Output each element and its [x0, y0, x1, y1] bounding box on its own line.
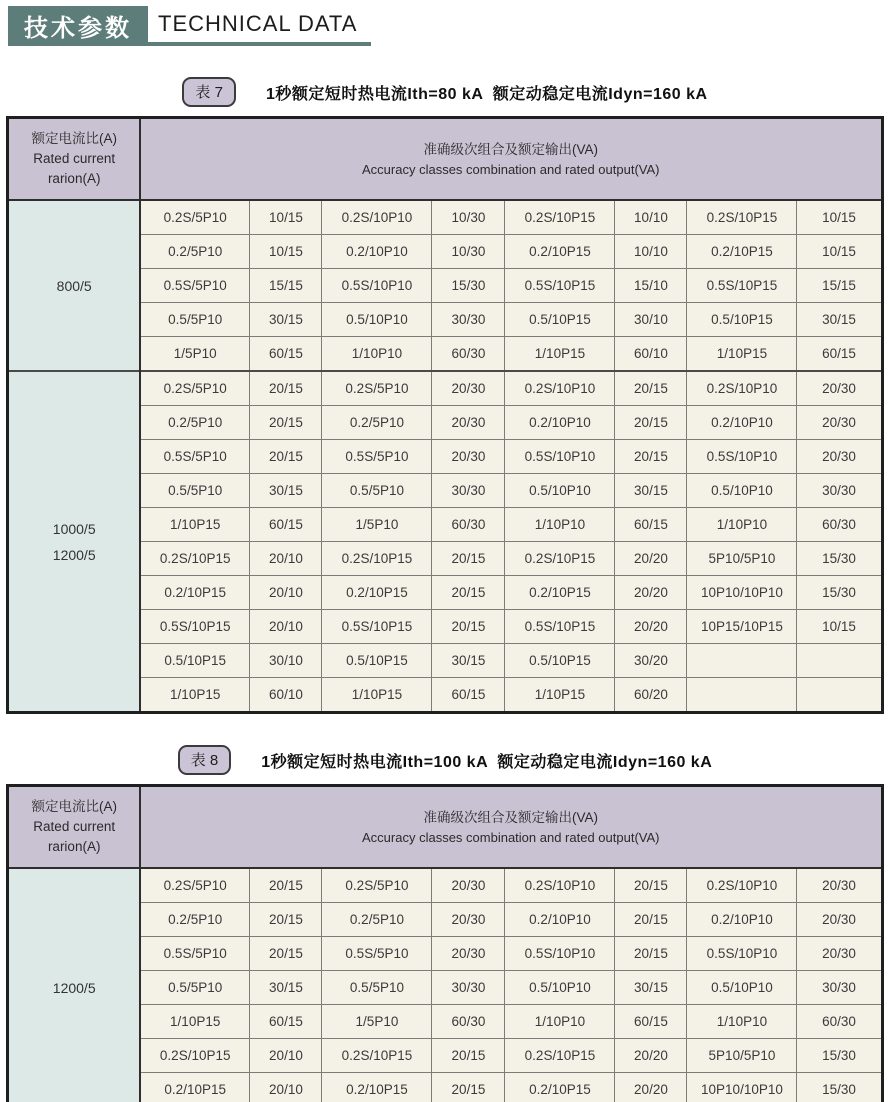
accuracy-combo-cell: 0.2/10P10	[687, 406, 797, 440]
accuracy-combo-cell: 0.2S/10P10	[687, 868, 797, 903]
accuracy-combo-cell: 1/10P15	[505, 678, 615, 713]
accuracy-combo-cell: 0.5S/10P10	[505, 440, 615, 474]
table-badge: 表 8	[178, 745, 232, 775]
table-row	[8, 474, 882, 508]
accuracy-combo-cell: 0.5S/5P10	[140, 937, 250, 971]
accuracy-combo-cell: 0.2/5P10	[322, 903, 432, 937]
page-title-zh: 技术参数	[8, 6, 148, 46]
header-line: rarion(A)	[47, 171, 101, 186]
title-underline	[148, 6, 371, 46]
rated-output-cell: 10/15	[797, 200, 882, 235]
page-header	[8, 6, 890, 46]
rated-output-cell: 20/15	[615, 937, 687, 971]
table-row	[8, 303, 882, 337]
accuracy-combo-cell: 0.2S/10P15	[505, 1039, 615, 1073]
rated-output-cell: 20/30	[797, 371, 882, 406]
header-line: 额定电流比(A)	[31, 131, 117, 146]
header-line-zh: 准确级次组合及额定输出(VA)	[423, 809, 598, 825]
rated-output-cell: 60/15	[432, 678, 505, 713]
rated-output-cell: 20/20	[615, 1039, 687, 1073]
table-row	[8, 971, 882, 1005]
header-line-zh: 准确级次组合及额定输出(VA)	[423, 141, 598, 157]
rated-output-cell: 20/15	[250, 440, 322, 474]
header-line-en: Accuracy classes combination and rated output(VA)	[362, 161, 660, 177]
rated-output-cell: 20/15	[615, 903, 687, 937]
accuracy-combo-cell: 5P10/5P10	[687, 542, 797, 576]
rated-output-cell: 20/15	[432, 610, 505, 644]
accuracy-combination-header	[140, 118, 882, 201]
table-row	[8, 1005, 882, 1039]
rated-output-cell: 30/30	[797, 474, 882, 508]
accuracy-combo-cell: 0.5/10P15	[322, 644, 432, 678]
accuracy-combo-cell: 0.5/5P10	[140, 474, 250, 508]
accuracy-combo-cell: 0.2/5P10	[322, 406, 432, 440]
table-row	[8, 1039, 882, 1073]
accuracy-combo-cell: 1/5P10	[322, 508, 432, 542]
rated-output-cell: 10/15	[250, 235, 322, 269]
accuracy-combo-cell: 0.2S/10P10	[505, 371, 615, 406]
rated-output-cell: 20/30	[797, 937, 882, 971]
accuracy-combo-cell: 1/10P10	[322, 337, 432, 372]
table-row	[8, 235, 882, 269]
header-line: Rated current	[33, 819, 116, 834]
rated-output-cell: 10/15	[250, 200, 322, 235]
rated-output-cell: 20/30	[797, 406, 882, 440]
table-row	[8, 337, 882, 372]
table-row	[8, 1073, 882, 1102]
rated-output-cell: 30/30	[432, 971, 505, 1005]
rated-output-cell: 30/30	[797, 971, 882, 1005]
table-row	[8, 406, 882, 440]
table-caption: 1秒额定短时热电流Ith=80 kA 额定动稳定电流Idyn=160 kA	[265, 85, 708, 103]
table-row	[8, 440, 882, 474]
table-row	[8, 508, 882, 542]
rated-output-cell: 20/15	[432, 1039, 505, 1073]
accuracy-combo-cell: 0.2S/5P10	[322, 868, 432, 903]
accuracy-combo-cell: 0.5/5P10	[322, 971, 432, 1005]
rated-output-cell: 10/10	[615, 235, 687, 269]
accuracy-combo-cell: 0.5S/10P15	[505, 610, 615, 644]
header-line: rarion(A)	[47, 839, 101, 854]
rated-output-cell	[797, 678, 882, 713]
accuracy-combo-cell: 0.2S/10P15	[505, 542, 615, 576]
ratio-label-line: 1200/5	[52, 546, 96, 563]
ratio-label-line: 1000/5	[52, 520, 96, 537]
rated-output-cell: 15/10	[615, 269, 687, 303]
table-row	[8, 937, 882, 971]
accuracy-combo-cell: 0.5S/5P10	[140, 440, 250, 474]
table-row	[8, 200, 882, 235]
accuracy-combo-cell: 0.2S/10P15	[687, 200, 797, 235]
accuracy-combo-cell: 0.5S/5P10	[322, 937, 432, 971]
accuracy-combo-cell: 0.2S/10P15	[140, 542, 250, 576]
rated-output-cell: 20/20	[615, 542, 687, 576]
rated-output-cell: 10/30	[432, 235, 505, 269]
rated-output-cell: 15/30	[797, 1039, 882, 1073]
accuracy-combo-cell	[687, 644, 797, 678]
accuracy-combo-cell: 1/10P15	[322, 678, 432, 713]
accuracy-combo-cell: 0.2S/5P10	[140, 868, 250, 903]
table-badge: 表 7	[182, 77, 236, 107]
rated-current-ratio-cell	[8, 371, 140, 713]
rated-current-ratio-cell	[8, 200, 140, 371]
rated-output-cell: 15/15	[797, 269, 882, 303]
accuracy-combo-cell: 0.2/5P10	[140, 903, 250, 937]
accuracy-combo-cell: 0.2S/10P15	[322, 1039, 432, 1073]
accuracy-combination-header	[140, 786, 882, 869]
rated-output-cell: 30/15	[250, 971, 322, 1005]
accuracy-combo-cell: 0.2/5P10	[140, 235, 250, 269]
table-row	[8, 644, 882, 678]
accuracy-combo-cell: 0.2/10P15	[687, 235, 797, 269]
rated-output-cell: 60/15	[250, 508, 322, 542]
rated-output-cell: 10/15	[797, 610, 882, 644]
accuracy-combo-cell: 0.2S/5P10	[140, 371, 250, 406]
rated-current-ratio-cell	[8, 868, 140, 1102]
accuracy-combo-cell: 0.5/10P10	[505, 971, 615, 1005]
table-caption: 1秒额定短时热电流Ith=100 kA 额定动稳定电流Idyn=160 kA	[261, 753, 713, 771]
rated-output-cell: 30/15	[250, 303, 322, 337]
rated-output-cell: 60/15	[615, 508, 687, 542]
accuracy-combo-cell: 1/10P15	[140, 678, 250, 713]
rated-output-cell: 30/15	[615, 971, 687, 1005]
accuracy-combo-cell: 1/10P10	[505, 508, 615, 542]
table-caption-row	[0, 745, 890, 775]
rated-output-cell: 15/30	[797, 1073, 882, 1102]
accuracy-combo-cell: 0.2/10P15	[505, 576, 615, 610]
header-line: Rated current	[33, 151, 116, 166]
accuracy-combo-cell: 0.2/10P15	[322, 576, 432, 610]
rated-output-cell: 20/30	[797, 868, 882, 903]
table-caption-row	[0, 77, 890, 107]
rated-output-cell: 20/15	[432, 576, 505, 610]
rated-output-cell: 30/10	[615, 303, 687, 337]
accuracy-combo-cell: 1/10P10	[505, 1005, 615, 1039]
accuracy-combo-cell: 0.5S/10P10	[687, 937, 797, 971]
table-row	[8, 903, 882, 937]
rated-output-cell: 20/15	[250, 903, 322, 937]
rated-output-cell: 20/20	[615, 576, 687, 610]
rated-output-cell: 20/30	[797, 440, 882, 474]
data-table	[6, 784, 883, 1102]
rated-output-cell: 10/10	[615, 200, 687, 235]
rated-output-cell: 30/15	[797, 303, 882, 337]
rated-output-cell: 10/30	[432, 200, 505, 235]
rated-output-cell: 30/30	[432, 474, 505, 508]
rated-output-cell: 20/15	[250, 371, 322, 406]
accuracy-combo-cell: 0.5/10P10	[505, 474, 615, 508]
accuracy-combo-cell: 0.5/5P10	[322, 474, 432, 508]
rated-output-cell: 20/15	[615, 406, 687, 440]
rated-output-cell: 20/30	[432, 440, 505, 474]
accuracy-combo-cell: 1/5P10	[140, 337, 250, 372]
accuracy-combo-cell: 0.2S/10P10	[322, 200, 432, 235]
rated-output-cell: 60/10	[250, 678, 322, 713]
rated-output-cell: 60/15	[797, 337, 882, 372]
table-row	[8, 269, 882, 303]
table-row	[8, 576, 882, 610]
accuracy-combo-cell: 5P10/5P10	[687, 1039, 797, 1073]
data-table	[6, 116, 883, 714]
rated-output-cell: 20/10	[250, 576, 322, 610]
accuracy-combo-cell: 1/10P15	[140, 1005, 250, 1039]
accuracy-combo-cell: 0.5S/10P15	[687, 269, 797, 303]
rated-output-cell: 30/10	[250, 644, 322, 678]
accuracy-combo-cell: 0.2/10P10	[322, 235, 432, 269]
tables-container	[0, 77, 890, 1102]
table-row	[8, 678, 882, 713]
rated-output-cell: 20/15	[250, 937, 322, 971]
accuracy-combo-cell: 0.5/10P10	[687, 971, 797, 1005]
page-title-en: TECHNICAL DATA	[158, 11, 358, 36]
rated-output-cell: 20/10	[250, 1039, 322, 1073]
rated-output-cell: 60/30	[432, 508, 505, 542]
accuracy-combo-cell: 0.5/10P10	[322, 303, 432, 337]
rated-output-cell: 60/15	[615, 1005, 687, 1039]
rated-output-cell: 20/20	[615, 1073, 687, 1102]
accuracy-combo-cell: 0.5/10P15	[687, 303, 797, 337]
rated-output-cell: 20/30	[797, 903, 882, 937]
ratio-label-line: 1200/5	[52, 979, 96, 996]
rated-output-cell: 20/15	[250, 406, 322, 440]
rated-output-cell: 60/15	[250, 337, 322, 372]
rated-output-cell: 60/30	[432, 337, 505, 372]
rated-output-cell: 20/30	[432, 868, 505, 903]
accuracy-combo-cell: 1/5P10	[322, 1005, 432, 1039]
accuracy-combo-cell: 0.2/10P15	[505, 1073, 615, 1102]
rated-output-cell: 60/10	[615, 337, 687, 372]
accuracy-combo-cell: 0.5/10P15	[505, 644, 615, 678]
rated-output-cell: 20/10	[250, 610, 322, 644]
rated-output-cell: 20/10	[250, 542, 322, 576]
table-header-row	[8, 118, 882, 201]
rated-output-cell: 60/15	[250, 1005, 322, 1039]
rated-output-cell: 20/30	[432, 937, 505, 971]
accuracy-combo-cell: 0.2/10P10	[505, 903, 615, 937]
accuracy-combo-cell: 1/10P15	[505, 337, 615, 372]
accuracy-combo-cell: 0.5S/10P15	[505, 269, 615, 303]
accuracy-combo-cell: 0.5/5P10	[140, 303, 250, 337]
rated-output-cell: 20/30	[432, 406, 505, 440]
rated-output-cell: 20/15	[250, 868, 322, 903]
accuracy-combo-cell: 0.5S/10P10	[322, 269, 432, 303]
accuracy-combo-cell: 10P15/10P15	[687, 610, 797, 644]
header-line-en: Accuracy classes combination and rated output(VA)	[362, 829, 660, 845]
rated-output-cell: 15/15	[250, 269, 322, 303]
table-row	[8, 610, 882, 644]
rated-output-cell: 20/10	[250, 1073, 322, 1102]
accuracy-combo-cell: 0.2S/10P15	[322, 542, 432, 576]
rated-output-cell: 60/20	[615, 678, 687, 713]
rated-output-cell: 20/30	[432, 903, 505, 937]
accuracy-combo-cell: 0.5S/10P10	[687, 440, 797, 474]
accuracy-combo-cell: 0.5/10P10	[687, 474, 797, 508]
rated-current-ratio-header	[8, 118, 140, 201]
rated-output-cell: 30/30	[432, 303, 505, 337]
rated-output-cell: 20/15	[615, 440, 687, 474]
rated-output-cell: 30/15	[615, 474, 687, 508]
rated-output-cell: 15/30	[432, 269, 505, 303]
table-row	[8, 868, 882, 903]
accuracy-combo-cell	[687, 678, 797, 713]
rated-output-cell	[797, 644, 882, 678]
accuracy-combo-cell: 0.2S/10P15	[140, 1039, 250, 1073]
accuracy-combo-cell: 10P10/10P10	[687, 1073, 797, 1102]
accuracy-combo-cell: 1/10P10	[687, 508, 797, 542]
accuracy-combo-cell: 0.5/10P15	[140, 644, 250, 678]
accuracy-combo-cell: 0.5S/10P15	[322, 610, 432, 644]
accuracy-combo-cell: 1/10P15	[687, 337, 797, 372]
accuracy-combo-cell: 0.2/10P15	[505, 235, 615, 269]
table-row	[8, 371, 882, 406]
accuracy-combo-cell: 0.2S/5P10	[322, 371, 432, 406]
rated-output-cell: 20/15	[615, 371, 687, 406]
rated-output-cell: 20/15	[432, 542, 505, 576]
accuracy-combo-cell: 0.2S/10P10	[505, 868, 615, 903]
rated-output-cell: 20/15	[615, 868, 687, 903]
accuracy-combo-cell: 0.2S/10P10	[687, 371, 797, 406]
accuracy-combo-cell: 0.2S/5P10	[140, 200, 250, 235]
accuracy-combo-cell: 0.5S/5P10	[140, 269, 250, 303]
accuracy-combo-cell: 0.2/10P15	[322, 1073, 432, 1102]
rated-output-cell: 20/15	[432, 1073, 505, 1102]
accuracy-combo-cell: 0.5S/10P10	[505, 937, 615, 971]
ratio-label-line: 800/5	[56, 277, 92, 294]
accuracy-combo-cell: 0.2/10P15	[140, 576, 250, 610]
accuracy-combo-cell: 0.2/10P10	[505, 406, 615, 440]
rated-output-cell: 20/20	[615, 610, 687, 644]
rated-output-cell: 15/30	[797, 576, 882, 610]
table-header-row	[8, 786, 882, 869]
rated-output-cell: 60/30	[797, 1005, 882, 1039]
rated-output-cell: 20/30	[432, 371, 505, 406]
rated-output-cell: 30/15	[250, 474, 322, 508]
accuracy-combo-cell: 1/10P10	[687, 1005, 797, 1039]
accuracy-combo-cell: 0.2S/10P15	[505, 200, 615, 235]
rated-current-ratio-header	[8, 786, 140, 869]
accuracy-combo-cell: 10P10/10P10	[687, 576, 797, 610]
header-line: 额定电流比(A)	[31, 799, 117, 814]
accuracy-combo-cell: 0.5/10P15	[505, 303, 615, 337]
accuracy-combo-cell: 1/10P15	[140, 508, 250, 542]
accuracy-combo-cell: 0.5S/5P10	[322, 440, 432, 474]
accuracy-combo-cell: 0.2/10P15	[140, 1073, 250, 1102]
table-row	[8, 542, 882, 576]
rated-output-cell: 10/15	[797, 235, 882, 269]
accuracy-combo-cell: 0.2/5P10	[140, 406, 250, 440]
rated-output-cell: 30/20	[615, 644, 687, 678]
rated-output-cell: 60/30	[432, 1005, 505, 1039]
rated-output-cell: 15/30	[797, 542, 882, 576]
rated-output-cell: 30/15	[432, 644, 505, 678]
accuracy-combo-cell: 0.5/5P10	[140, 971, 250, 1005]
accuracy-combo-cell: 0.5S/10P15	[140, 610, 250, 644]
rated-output-cell: 60/30	[797, 508, 882, 542]
accuracy-combo-cell: 0.2/10P10	[687, 903, 797, 937]
